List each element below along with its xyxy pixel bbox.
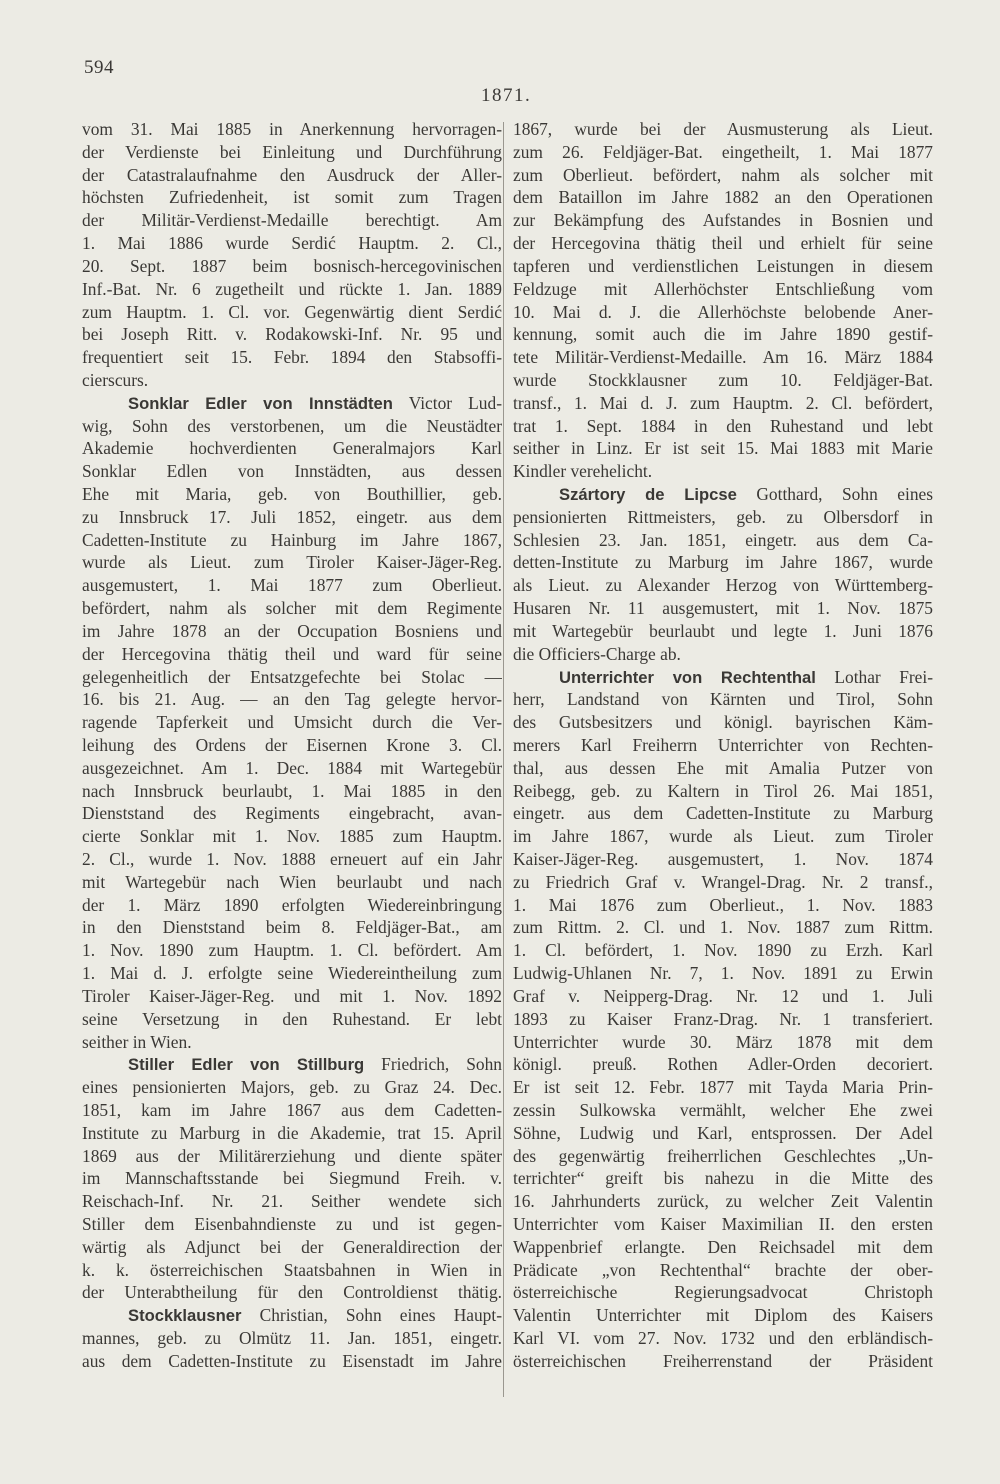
line-text: leihung des Ordens der Eisernen Krone 3. Cl.	[82, 734, 502, 755]
line-text: königl. preuß. Rothen Adler-Orden decoriert.	[513, 1054, 933, 1075]
text-line	[513, 848, 933, 871]
text-line	[513, 688, 933, 711]
line-text: Sonklar Edlen von Innstädten, aus dessen	[82, 461, 502, 482]
line-text: der Militär-Verdienst-Medaille berechtigt. Am	[82, 210, 502, 231]
entry-heading-line	[82, 1053, 502, 1076]
text-line	[513, 825, 933, 848]
line-text: zu Innsbruck 17. Juli 1852, eingetr. aus dem	[82, 506, 502, 527]
line-text: Unterrichter wurde 30. März 1878 mit dem	[513, 1031, 933, 1052]
line-text: dem Bataillon im Jahre 1882 an den Operationen	[513, 187, 933, 208]
line-text: wurde als Lieut. zum Tiroler Kaiser-Jäger-Reg.	[82, 552, 502, 573]
text-line	[82, 551, 502, 574]
line-text: zu Friedrich Graf v. Wrangel-Drag. Nr. 2 transf.,	[513, 871, 933, 892]
text-line	[513, 620, 933, 643]
line-text: Dienststand des Regiments eingebracht, avan-	[82, 803, 502, 824]
text-line	[82, 209, 502, 232]
line-text: mannes, geb. zu Olmütz 11. Jan. 1851, eingetr.	[82, 1328, 502, 1349]
text-line	[513, 757, 933, 780]
line-text: kennung, somit auch die im Jahre 1890 gestif-	[513, 324, 933, 345]
entry-heading-line	[82, 1304, 502, 1327]
line-text: 1851, kam im Jahre 1867 aus dem Cadetten-	[82, 1099, 502, 1120]
line-text: Christian, Sohn eines Haupt-	[241, 1305, 502, 1326]
text-line	[82, 939, 502, 962]
line-text: bei Joseph Ritt. v. Rodakowski-Inf. Nr. 95 und	[82, 324, 502, 345]
text-line	[82, 916, 502, 939]
line-text: wig, Sohn des verstorbenen, um die Neustädter	[82, 415, 502, 436]
line-text: eingetr. aus dem Cadetten-Institute zu Marburg	[513, 803, 933, 824]
line-text: Schlesien 23. Jan. 1851, eingetr. aus dem Ca-	[513, 529, 933, 550]
line-text: zur Bekämpfung des Aufstandes in Bosnien und	[513, 210, 933, 231]
entry-name: Unterrichter von Rechtenthal	[559, 667, 816, 687]
line-text: thal, aus dessen Ehe mit Amalia Putzer von	[513, 757, 933, 778]
text-line	[82, 734, 502, 757]
text-line	[513, 506, 933, 529]
line-text: höchsten Zufriedenheit, ist somit zum Tragen	[82, 187, 502, 208]
line-text: cierte Sonklar mit 1. Nov. 1885 zum Hauptm.	[82, 826, 502, 847]
text-line	[82, 848, 502, 871]
text-line	[513, 392, 933, 415]
text-line	[82, 871, 502, 894]
text-line	[513, 1259, 933, 1282]
text-line	[82, 985, 502, 1008]
line-text: 1893 zu Kaiser Franz-Drag. Nr. 1 transferiert.	[513, 1008, 933, 1029]
line-text: transf., 1. Mai d. J. zum Hauptm. 2. Cl. befördert,	[513, 392, 933, 413]
line-text: Feldzuge mit Allerhöchster Entschließung vom	[513, 278, 933, 299]
text-line	[513, 232, 933, 255]
text-line	[82, 1259, 502, 1282]
left-column	[82, 118, 502, 1373]
line-text: zum Hauptm. 1. Cl. vor. Gegenwärtig dient Serdić	[82, 301, 502, 322]
line-text: Lothar Frei-	[815, 666, 933, 687]
line-text: der Catastralaufnahme den Ausdruck der Aller-	[82, 164, 502, 185]
text-line	[513, 415, 933, 438]
text-line	[82, 141, 502, 164]
entry-name: Szártory de Lipcse	[559, 485, 737, 504]
text-line	[513, 711, 933, 734]
line-text: wärtig als Adjunct bei der Generaldirection der	[82, 1236, 502, 1257]
text-line	[82, 369, 502, 392]
line-text: eines pensionierten Majors, geb. zu Graz 24. Dec.	[82, 1077, 502, 1098]
text-line	[82, 278, 502, 301]
line-text: Prädicate „von Rechtenthal“ brachte der ober-	[513, 1259, 933, 1280]
line-text: Karl VI. vom 27. Nov. 1732 und den erbländisch-	[513, 1328, 933, 1349]
line-text: Graf v. Neipperg-Drag. Nr. 12 und 1. Juli	[513, 985, 933, 1006]
line-text: zum Rittm. 2. Cl. und 1. Nov. 1887 zum Rittm.	[513, 917, 933, 938]
text-line	[513, 734, 933, 757]
column-divider	[503, 122, 504, 1397]
text-line	[513, 301, 933, 324]
text-line	[82, 1213, 502, 1236]
text-line	[82, 301, 502, 324]
text-line	[513, 574, 933, 597]
line-text: Ehe mit Maria, geb. von Bouthillier, geb.	[82, 484, 502, 504]
entry-name: Sonklar Edler von Innstädten	[128, 393, 393, 413]
text-line	[513, 1145, 933, 1168]
text-line	[513, 1076, 933, 1099]
text-line	[513, 255, 933, 278]
line-text: der Unterabtheilung für den Controldienst thätig.	[82, 1282, 502, 1303]
line-text: der Verdienste bei Einleitung und Durchführung	[82, 141, 502, 162]
text-line	[513, 529, 933, 552]
text-line	[513, 1190, 933, 1213]
text-line	[513, 209, 933, 232]
text-line	[513, 460, 933, 483]
page-number: 594	[84, 57, 114, 78]
line-text: mit Wartegebür nach Wien beurlaubt und nach	[82, 871, 502, 892]
text-line	[513, 1167, 933, 1190]
entry-heading-line	[513, 483, 933, 506]
text-line	[82, 825, 502, 848]
line-text: Kaiser-Jäger-Reg. ausgemustert, 1. Nov. 1874	[513, 849, 933, 869]
text-line	[513, 780, 933, 803]
line-text: tete Militär-Verdienst-Medaille. Am 16. März 1884	[513, 347, 933, 368]
text-line	[513, 802, 933, 825]
line-text: ausgemustert, 1. Mai 1877 zum Oberlieut.	[82, 575, 502, 596]
text-line	[82, 255, 502, 278]
text-line	[82, 506, 502, 529]
text-line	[513, 985, 933, 1008]
line-text: Reischach-Inf. Nr. 21. Seither wendete sich	[82, 1191, 502, 1212]
text-line	[82, 164, 502, 187]
line-text: Tiroler Kaiser-Jäger-Reg. und mit 1. Nov. 1892	[82, 985, 502, 1006]
line-text: terrichter“ greift bis nahezu in die Mitte des	[513, 1168, 933, 1189]
text-line	[82, 415, 502, 438]
line-text: Stiller dem Eisenbahndienste zu und ist gegen-	[82, 1214, 502, 1234]
text-line	[513, 1122, 933, 1145]
entry-name: Stockklausner	[128, 1306, 242, 1326]
text-line	[513, 1031, 933, 1054]
text-line	[513, 141, 933, 164]
line-text: merers Karl Freiherrn Unterrichter von Rechten-	[513, 734, 933, 755]
line-text: zessin Sulkowska vermählt, welcher Ehe zwei	[513, 1099, 933, 1120]
entry-name: Stiller Edler von Stillburg	[128, 1055, 365, 1075]
text-line	[513, 894, 933, 917]
line-text: die Officiers-Charge ab.	[513, 643, 681, 664]
text-line	[82, 1145, 502, 1168]
line-text: des Gutsbesitzers und königl. bayrischen Käm-	[513, 712, 933, 733]
text-line	[82, 460, 502, 483]
line-text: Friedrich, Sohn	[364, 1054, 502, 1075]
text-line	[513, 1350, 933, 1373]
line-text: Söhne, Ludwig und Karl, entsprossen. Der Adel	[513, 1122, 933, 1143]
text-line	[513, 1099, 933, 1122]
line-text: Institute zu Marburg in die Akademie, trat 15. April	[82, 1122, 502, 1143]
text-line	[82, 186, 502, 209]
line-text: des gegenwärtig freiherrlichen Geschlechtes „Un-	[513, 1145, 933, 1166]
right-column	[513, 118, 933, 1373]
text-line	[82, 894, 502, 917]
text-line	[513, 916, 933, 939]
line-text: ausgezeichnet. Am 1. Dec. 1884 mit Wartegebür	[82, 757, 502, 778]
text-line	[513, 186, 933, 209]
text-line	[513, 551, 933, 574]
text-line	[513, 1327, 933, 1350]
line-text: österreichischen Freiherrenstand der Präsident	[513, 1350, 933, 1371]
text-line	[82, 1236, 502, 1259]
line-text: Reibegg, geb. zu Kaltern in Tirol 26. Mai 1851,	[513, 780, 933, 801]
entry-heading-line	[513, 666, 933, 689]
line-text: im Jahre 1878 an der Occupation Bosniens und	[82, 620, 502, 641]
line-text: Wappenbrief erlangte. Den Reichsadel mit dem	[513, 1236, 933, 1257]
text-line	[82, 688, 502, 711]
line-text: trat 1. Sept. 1884 in den Ruhestand und lebt	[513, 415, 933, 436]
text-line	[82, 1281, 502, 1304]
line-text: 1. Mai 1886 wurde Serdić Hauptm. 2. Cl.,	[82, 233, 502, 254]
line-text: tapferen und verdienstlichen Leistungen in diesem	[513, 255, 933, 276]
line-text: seither in Linz. Er ist seit 15. Mai 1883 mit Marie	[513, 438, 933, 459]
line-text: 16. bis 21. Aug. — an den Tag gelegte hervor-	[82, 689, 502, 710]
line-text: 1. Cl. befördert, 1. Nov. 1890 zu Erzh. Karl	[513, 940, 933, 961]
text-line	[82, 620, 502, 643]
text-line	[513, 962, 933, 985]
line-text: Victor Lud-	[392, 392, 502, 413]
text-line	[82, 483, 502, 506]
text-line	[82, 1099, 502, 1122]
line-text: österreichische Regierungsadvocat Christoph	[513, 1282, 933, 1303]
line-text: vom 31. Mai 1885 in Anerkennung hervorragen-	[82, 119, 502, 139]
text-line	[513, 1008, 933, 1031]
text-line	[82, 597, 502, 620]
text-line	[82, 232, 502, 255]
text-line	[82, 780, 502, 803]
text-line	[82, 1167, 502, 1190]
line-text: in den Dienststand beim 8. Feldjäger-Bat., am	[82, 917, 502, 938]
text-line	[513, 164, 933, 187]
text-line	[82, 962, 502, 985]
text-line	[82, 643, 502, 666]
line-text: der Hercegovina thätig theil und erhielt für seine	[513, 233, 933, 254]
line-text: 1869 aus der Militärerziehung und diente später	[82, 1145, 502, 1166]
line-text: detten-Institute zu Marburg im Jahre 1867, wurde	[513, 552, 933, 573]
text-line	[513, 1213, 933, 1236]
line-text: im Mannschaftsstande bei Siegmund Freih. v.	[82, 1168, 502, 1189]
text-line	[513, 1236, 933, 1259]
line-text: zum Oberlieut. befördert, nahm als solcher mit	[513, 164, 933, 185]
text-line	[82, 118, 502, 141]
line-text: der 1. März 1890 erfolgten Wiedereinbringung	[82, 894, 502, 915]
line-text: mit Wartegebür beurlaubt und legte 1. Juni 1876	[513, 620, 933, 641]
line-text: 1. Mai d. J. erfolgte seine Wiedereintheilung zum	[82, 963, 502, 984]
text-line	[513, 346, 933, 369]
text-line	[82, 529, 502, 552]
line-text: frequentiert seit 15. Febr. 1894 den Stabsoffi-	[82, 347, 502, 368]
text-line	[82, 574, 502, 597]
running-header-year: 1871.	[481, 85, 532, 106]
text-line	[513, 939, 933, 962]
line-text: 16. Jahrhunderts zurück, zu welcher Zeit Valentin	[513, 1191, 933, 1212]
text-line	[513, 1281, 933, 1304]
line-text: wurde Stockklausner zum 10. Feldjäger-Bat.	[513, 369, 933, 390]
text-line	[82, 1122, 502, 1145]
text-line	[82, 346, 502, 369]
line-text: der Hercegovina thätig theil und ward für seine	[82, 643, 502, 664]
line-text: Akademie hochverdienten Generalmajors Karl	[82, 438, 502, 459]
line-text: pensionierten Rittmeisters, geb. zu Olbersdorf in	[513, 506, 933, 527]
line-text: nach Innsbruck beurlaubt, 1. Mai 1885 in den	[82, 780, 502, 801]
text-line	[513, 118, 933, 141]
line-text: Valentin Unterrichter mit Diplom des Kaisers	[513, 1305, 933, 1326]
text-line	[513, 278, 933, 301]
text-line	[513, 597, 933, 620]
line-text: Kindler verehelicht.	[513, 461, 653, 482]
line-text: Unterrichter vom Kaiser Maximilian II. den ersten	[513, 1214, 933, 1234]
text-line	[513, 1304, 933, 1327]
text-line	[513, 643, 933, 666]
line-text: Husaren Nr. 11 ausgemustert, mit 1. Nov. 1875	[513, 598, 933, 619]
text-line	[82, 1350, 502, 1373]
line-text: k. k. österreichischen Staatsbahnen in Wien in	[82, 1259, 502, 1280]
text-line	[82, 1190, 502, 1213]
line-text: Inf.-Bat. Nr. 6 zugetheilt und rückte 1. Jan. 1889	[82, 278, 502, 299]
line-text: 1867, wurde bei der Ausmusterung als Lieut.	[513, 119, 933, 139]
text-line	[82, 1031, 502, 1054]
line-text: 20. Sept. 1887 beim bosnisch-hercegovinischen	[82, 255, 502, 276]
text-line	[82, 1076, 502, 1099]
text-line	[82, 757, 502, 780]
line-text: 10. Mai d. J. die Allerhöchste belobende Aner-	[513, 301, 933, 322]
text-line	[513, 323, 933, 346]
line-text: cierscurs.	[82, 369, 149, 390]
line-text: 1. Mai 1876 zum Oberlieut., 1. Nov. 1883	[513, 894, 933, 915]
line-text: seine Versetzung in den Ruhestand. Er lebt	[82, 1008, 502, 1029]
text-line	[82, 666, 502, 689]
line-text: befördert, nahm als solcher mit dem Regimente	[82, 598, 502, 619]
line-text: Cadetten-Institute zu Hainburg im Jahre 1867,	[82, 529, 502, 550]
line-text: als Lieut. zu Alexander Herzog von Württemberg-	[513, 575, 933, 596]
line-text: herr, Landstand von Kärnten und Tirol, Sohn	[513, 689, 933, 710]
text-line	[513, 1053, 933, 1076]
text-line	[513, 871, 933, 894]
line-text: Ludwig-Uhlanen Nr. 7, 1. Nov. 1891 zu Erwin	[513, 963, 933, 984]
line-text: ragende Tapferkeit und Umsicht durch die Ver-	[82, 712, 502, 733]
line-text: gelegenheitlich der Entsatzgefechte bei Stolac —	[82, 666, 502, 687]
text-line	[82, 711, 502, 734]
text-line	[82, 323, 502, 346]
text-line	[82, 1327, 502, 1350]
text-line	[82, 802, 502, 825]
line-text: 1. Nov. 1890 zum Hauptm. 1. Cl. befördert. Am	[82, 940, 502, 961]
text-line	[513, 437, 933, 460]
text-line	[82, 1008, 502, 1031]
line-text: Er ist seit 12. Febr. 1877 mit Tayda Maria Prin-	[513, 1077, 933, 1098]
text-line	[82, 437, 502, 460]
line-text: im Jahre 1867, wurde als Lieut. zum Tiroler	[513, 826, 933, 847]
line-text: 2. Cl., wurde 1. Nov. 1888 erneuert auf ein Jahr	[82, 849, 502, 869]
entry-heading-line	[82, 392, 502, 415]
line-text: Gotthard, Sohn eines	[736, 484, 933, 504]
line-text: aus dem Cadetten-Institute zu Eisenstadt im Jahre	[82, 1350, 502, 1371]
text-line	[513, 369, 933, 392]
line-text: seither in Wien.	[82, 1031, 192, 1052]
line-text: zum 26. Feldjäger-Bat. eingetheilt, 1. Mai 1877	[513, 141, 933, 162]
